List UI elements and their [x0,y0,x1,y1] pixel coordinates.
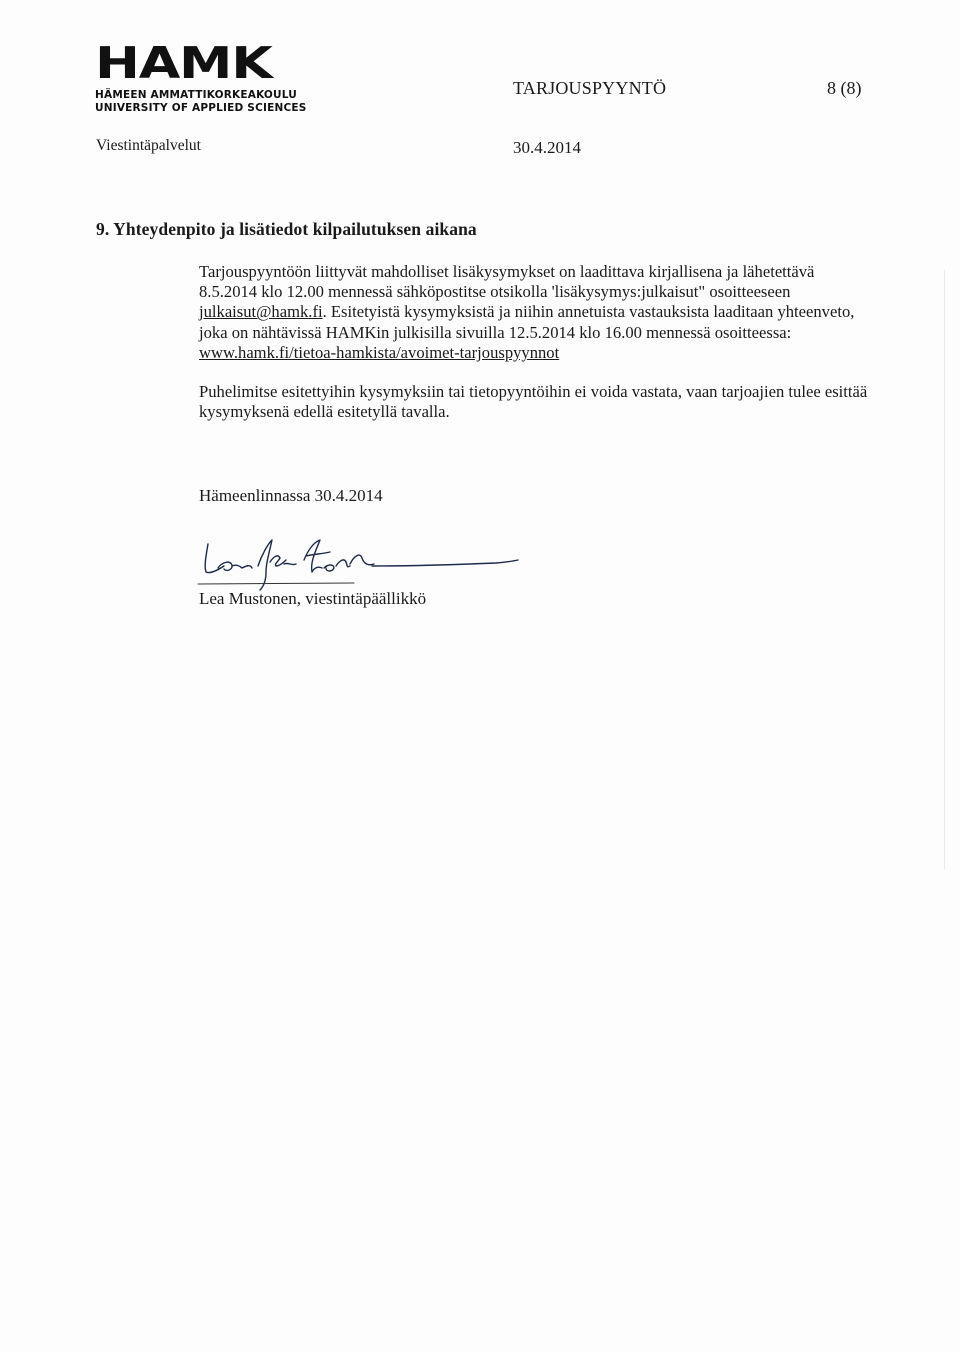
phone-questions-paragraph [199,382,929,422]
handwritten-signature [196,532,526,592]
paragraph-line [199,343,929,363]
instructions-paragraph [199,262,929,363]
website-link[interactable]: www.hamk.fi/tietoa-hamkista/avoimet-tarjouspyynnot [199,342,560,362]
logo-line-english: UNIVERSITY OF APPLIED SCIENCES [95,102,307,114]
page-number: 8 (8) [827,78,862,98]
paragraph-line: Tarjouspyyntöön liittyvät mahdolliset lisäkysymykset on laadittava kirjallisena ja lähetettävä [199,262,815,281]
paragraph-line: 8.5.2014 klo 12.00 mennessä sähköpostitse otsikolla 'lisäkysymys:julkaisut" osoitteeseen [199,282,791,302]
document-title: TARJOUSPYYNTÖ [513,78,667,98]
place-and-date: Hämeenlinnassa 30.4.2014 [199,486,383,505]
logo-wordmark: HAMK [95,38,272,89]
email-link[interactable]: julkaisut@hamk.fi [199,302,323,322]
signer-name: Lea Mustonen, viestintäpäällikkö [199,589,427,608]
hamk-logo [95,38,307,115]
section-heading: 9. Yhteydenpito ja lisätiedot kilpailutuksen aikana [96,219,477,239]
paragraph-line: kysymyksenä edellä esitetyllä tavalla. [199,402,450,422]
paragraph-text: . Esitetyistä kysymyksistä ja niihin annetuista vastauksista laaditaan yhteenveto, [322,302,855,322]
paragraph-line: Puhelimitse esitettyihin kysymyksiin tai tietopyyntöihin ei voida vastata, vaan tarjoajien tulee esittää [199,382,868,401]
paragraph-line [199,302,929,322]
scan-edge-shadow [944,270,945,870]
logo-line-finnish: HÄMEEN AMMATTIKORKEAKOULU [95,89,298,101]
paragraph-line: joka on nähtävissä HAMKin julkisilla sivuilla 12.5.2014 klo 16.00 mennessä osoitteessa: [199,322,792,342]
department-name: Viestintäpalvelut [96,137,201,154]
document-date: 30.4.2014 [513,138,581,157]
